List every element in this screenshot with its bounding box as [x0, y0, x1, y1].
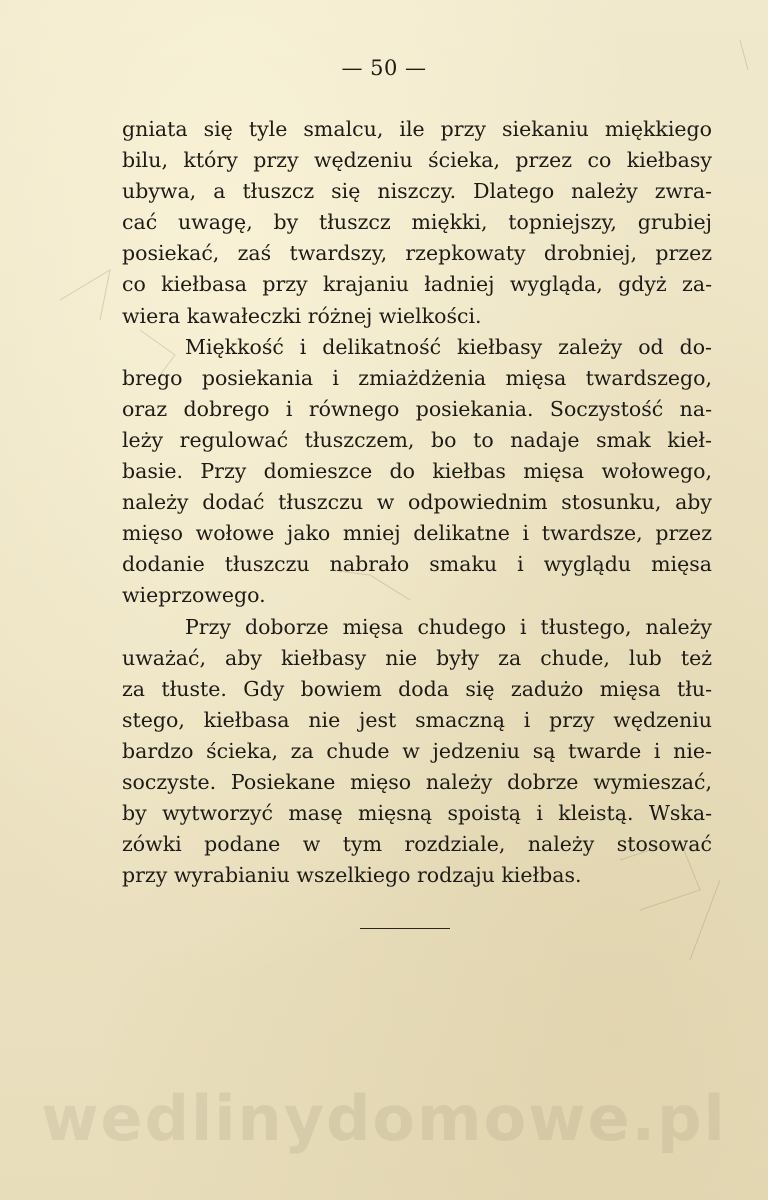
text-line: Przy doborze mięsa chudego i tłustego, należy [185, 614, 712, 639]
paragraph-1 [122, 114, 712, 332]
text-line: oraz dobrego i równego posiekania. Soczystość na- [122, 396, 712, 421]
text-line: należy dodać tłuszczu w odpowiednim stosunku, aby [122, 490, 712, 515]
text-line: leży regulować tłuszczem, bo to nadaje smak kieł- [122, 427, 712, 452]
text-line: mięso wołowe jako mniej delikatne i twardsze, przez [122, 521, 712, 546]
text-line: by wytworzyć masę mięsną spoistą i kleistą. Wska- [122, 801, 712, 826]
text-line: Miękkość i delikatność kiełbasy zależy od do- [185, 334, 712, 359]
page-number: — 50 — [341, 56, 427, 80]
text-line: stego, kiełbasa nie jest smaczną i przy wędzeniu [122, 707, 712, 732]
text-line: basie. Przy domieszce do kiełbas mięsa wołowego, [122, 459, 712, 484]
text-line: soczyste. Posiekane mięso należy dobrze wymieszać, [122, 769, 712, 794]
text-line: brego posiekania i zmiażdżenia mięsa twardszego, [122, 365, 712, 390]
text-line: gniata się tyle smalcu, ile przy siekaniu miękkiego [122, 117, 712, 141]
text-line: przy wyrabianiu wszelkiego rodzaju kiełbas. [122, 863, 582, 888]
text-line: dodanie tłuszczu nabrało smaku i wyglądu mięsa [122, 552, 712, 577]
text-line: wieprzowego. [122, 583, 266, 608]
text-line: cać uwagę, by tłuszcz miękki, topniejszy, grubiej [122, 210, 712, 235]
paragraph-3 [122, 612, 712, 892]
text-line: ubywa, a tłuszcz się niszczy. Dlatego należy zwra- [122, 179, 712, 204]
text-line: bardzo ścieka, za chude w jedzeniu są twarde i nie- [122, 738, 712, 763]
text-line: za tłuste. Gdy bowiem doda się zadużo mięsa tłu- [122, 676, 712, 701]
end-rule [360, 928, 450, 929]
body-text [122, 114, 712, 891]
text-line: bilu, który przy wędzeniu ścieka, przez co kiełbasy [122, 148, 712, 173]
paragraph-2 [122, 332, 712, 612]
text-line: zówki podane w tym rozdziale, należy stosować [122, 832, 712, 857]
watermark: wedlinydomowe.pl [41, 1082, 727, 1155]
text-line: wiera kawałeczki różnej wielkości. [122, 303, 482, 328]
text-line: posiekać, zaś twardszy, rzepkowaty drobniej, przez [122, 241, 712, 266]
text-line: co kiełbasa przy krajaniu ładniej wygląda, gdyż za- [122, 272, 712, 297]
text-line: uważać, aby kiełbasy nie były za chude, lub też [122, 645, 712, 670]
